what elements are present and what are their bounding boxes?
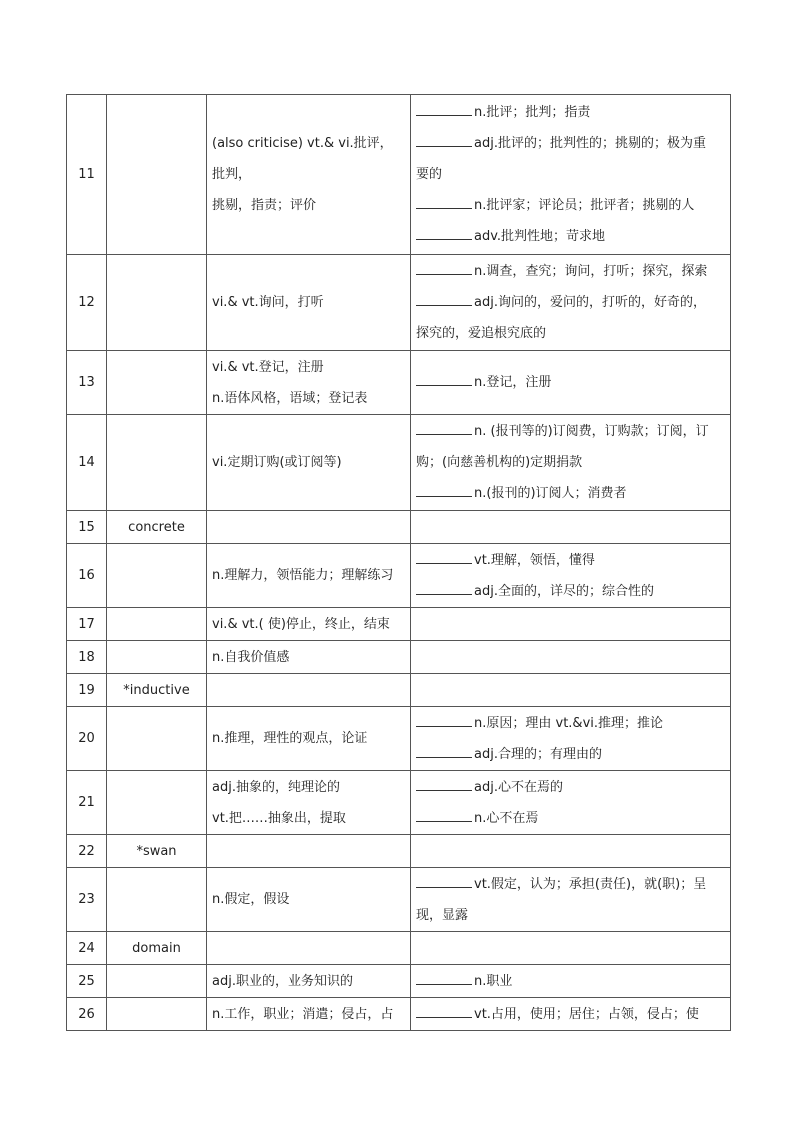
table-row [67, 544, 731, 608]
answer-blank[interactable] [416, 712, 472, 727]
derivative-text: adj.全面的，详尽的；综合性的 [474, 583, 654, 599]
answer-blank[interactable] [416, 371, 472, 386]
vocabulary-table [66, 94, 731, 1031]
meaning-cell [207, 707, 411, 771]
meaning-line: n.理解力，领悟能力；理解练习 [212, 568, 394, 583]
meaning-cell [207, 511, 411, 544]
table-row [67, 511, 731, 544]
word-cell [107, 998, 207, 1031]
meaning-cell [207, 835, 411, 868]
derivative-line [416, 772, 725, 803]
derivatives-cell [411, 771, 731, 835]
derivative-text: n.(报刊的)订阅人；消费者 [474, 486, 627, 501]
meaning-line: 挑剔，指责；评价 [212, 198, 317, 213]
derivatives-cell [411, 965, 731, 998]
derivatives-cell [411, 835, 731, 868]
derivative-text: adj.询问的，爱问的，打听的，好奇的， [474, 295, 706, 310]
meaning-cell [207, 415, 411, 511]
table-row [67, 771, 731, 835]
derivative-line [416, 190, 725, 221]
meaning-line: n.工作，职业；消遣；侵占，占 [212, 1006, 394, 1022]
derivative-text: 购；(向慈善机构的)定期捐款 [416, 455, 583, 470]
row-number: 21 [67, 771, 107, 835]
row-number: 19 [67, 674, 107, 707]
row-number: 23 [67, 868, 107, 932]
table-row [67, 608, 731, 641]
meaning-line: n.推理，理性的观点，论证 [212, 731, 368, 746]
derivatives-cell [411, 932, 731, 965]
answer-blank[interactable] [416, 743, 472, 758]
answer-blank[interactable] [416, 549, 472, 564]
derivative-line [416, 999, 725, 1030]
derivatives-cell [411, 351, 731, 415]
meaning-line: adj.抽象的，纯理论的 [212, 779, 340, 795]
word-cell [107, 415, 207, 511]
derivative-line [416, 478, 725, 509]
derivative-line [416, 739, 725, 770]
answer-blank[interactable] [416, 291, 472, 306]
row-number: 22 [67, 835, 107, 868]
table-row [67, 351, 731, 415]
word-cell [107, 868, 207, 932]
derivatives-cell [411, 641, 731, 674]
derivative-text: n.原因；理由 vt.&vi.推理；推论 [474, 715, 664, 731]
derivative-line [416, 159, 725, 190]
row-number: 25 [67, 965, 107, 998]
derivative-line [416, 256, 725, 287]
answer-blank[interactable] [416, 101, 472, 116]
derivative-line [416, 416, 725, 447]
word-cell [107, 608, 207, 641]
word-cell: concrete [107, 511, 207, 544]
meaning-cell [207, 998, 411, 1031]
derivative-line [416, 367, 725, 398]
derivatives-cell [411, 868, 731, 932]
answer-blank[interactable] [416, 970, 472, 985]
word-cell [107, 544, 207, 608]
table-row [67, 932, 731, 965]
word-cell: domain [107, 932, 207, 965]
derivative-text: adj.心不在焉的 [474, 779, 563, 795]
row-number: 24 [67, 932, 107, 965]
answer-blank[interactable] [416, 420, 472, 435]
derivatives-cell [411, 95, 731, 255]
word-cell [107, 351, 207, 415]
answer-blank[interactable] [416, 194, 472, 209]
meaning-cell [207, 674, 411, 707]
row-number: 14 [67, 415, 107, 511]
derivative-text: 探究的，爱追根究底的 [416, 326, 547, 341]
answer-blank[interactable] [416, 580, 472, 595]
derivative-text: n.心不在焉 [474, 810, 539, 826]
word-cell [107, 707, 207, 771]
derivative-text: 要的 [416, 167, 443, 182]
meaning-cell [207, 95, 411, 255]
meaning-cell [207, 544, 411, 608]
derivative-line [416, 128, 725, 159]
table-row [67, 255, 731, 351]
derivative-text: 现，显露 [416, 907, 469, 923]
word-cell [107, 771, 207, 835]
derivative-text: n. (报刊等的)订阅费，订购款；订阅，订 [474, 424, 709, 439]
derivative-line [416, 803, 725, 834]
derivatives-cell [411, 255, 731, 351]
derivative-text: n.批评家；评论员；批评者；挑剔的人 [474, 198, 695, 213]
derivative-text: n.登记，注册 [474, 375, 552, 390]
answer-blank[interactable] [416, 807, 472, 822]
row-number: 16 [67, 544, 107, 608]
derivatives-cell [411, 998, 731, 1031]
derivatives-cell [411, 511, 731, 544]
meaning-cell [207, 868, 411, 932]
derivative-line [416, 287, 725, 318]
row-number: 11 [67, 95, 107, 255]
table-row [67, 707, 731, 771]
meaning-cell [207, 932, 411, 965]
meaning-line: adj.职业的，业务知识的 [212, 973, 353, 989]
derivative-line [416, 900, 725, 931]
table-row [67, 641, 731, 674]
table-row [67, 868, 731, 932]
derivative-line [416, 869, 725, 900]
word-cell [107, 965, 207, 998]
meaning-line: vi.定期订购(或订阅等) [212, 455, 342, 470]
derivative-text: vt.理解，领悟，懂得 [474, 552, 595, 568]
meaning-line: n.语体风格，语域；登记表 [212, 390, 368, 406]
derivative-line [416, 576, 725, 607]
answer-blank[interactable] [416, 482, 472, 497]
derivatives-cell [411, 415, 731, 511]
table-row [67, 95, 731, 255]
row-number: 12 [67, 255, 107, 351]
answer-blank[interactable] [416, 1003, 472, 1018]
vocabulary-table-body [67, 95, 731, 1031]
derivative-text: n.职业 [474, 973, 513, 989]
meaning-line: vt.把……抽象出，提取 [212, 810, 346, 826]
row-number: 17 [67, 608, 107, 641]
meaning-cell [207, 255, 411, 351]
row-number: 15 [67, 511, 107, 544]
derivatives-cell [411, 674, 731, 707]
derivative-line [416, 318, 725, 349]
row-number: 13 [67, 351, 107, 415]
derivative-text: n.调查，查究；询问，打听；探究，探索 [474, 264, 708, 279]
table-row [67, 835, 731, 868]
derivative-line [416, 708, 725, 739]
derivative-line [416, 447, 725, 478]
table-row [67, 674, 731, 707]
table-row [67, 998, 731, 1031]
derivative-text: n.批评；批判；指责 [474, 105, 591, 120]
derivatives-cell [411, 707, 731, 771]
derivative-line [416, 221, 725, 252]
meaning-line: vi.& vt.( 使)停止，终止，结束 [212, 616, 390, 632]
meaning-line: vi.& vt.询问，打听 [212, 295, 324, 310]
row-number: 20 [67, 707, 107, 771]
derivative-line [416, 97, 725, 128]
word-cell [107, 95, 207, 255]
answer-blank[interactable] [416, 260, 472, 275]
meaning-line: n.自我价值感 [212, 649, 290, 665]
row-number: 26 [67, 998, 107, 1031]
meaning-line: n.假定，假设 [212, 892, 290, 907]
meaning-cell [207, 771, 411, 835]
table-row [67, 965, 731, 998]
derivative-text: vt.假定，认为；承担(责任)，就(职)；呈 [474, 876, 707, 892]
meaning-cell [207, 965, 411, 998]
derivative-text: adj.批评的；批判性的；挑剔的；极为重 [474, 136, 706, 151]
derivative-line [416, 966, 725, 997]
meaning-line: vi.& vt.登记，注册 [212, 359, 324, 375]
table-row [67, 415, 731, 511]
answer-blank[interactable] [416, 132, 472, 147]
word-cell: *swan [107, 835, 207, 868]
word-cell: *inductive [107, 674, 207, 707]
word-cell [107, 641, 207, 674]
row-number: 18 [67, 641, 107, 674]
meaning-cell [207, 351, 411, 415]
derivative-text: adj.合理的；有理由的 [474, 746, 602, 762]
answer-blank[interactable] [416, 225, 472, 240]
meaning-line: (also criticise) vt.& vi.批评，批判， [212, 136, 393, 182]
derivatives-cell [411, 544, 731, 608]
derivative-line [416, 545, 725, 576]
word-cell [107, 255, 207, 351]
derivative-text: adv.批判性地；苛求地 [474, 229, 606, 244]
answer-blank[interactable] [416, 776, 472, 791]
derivatives-cell [411, 608, 731, 641]
meaning-cell [207, 641, 411, 674]
answer-blank[interactable] [416, 873, 472, 888]
derivative-text: vt.占用，使用；居住；占领，侵占；使 [474, 1006, 699, 1022]
meaning-cell [207, 608, 411, 641]
